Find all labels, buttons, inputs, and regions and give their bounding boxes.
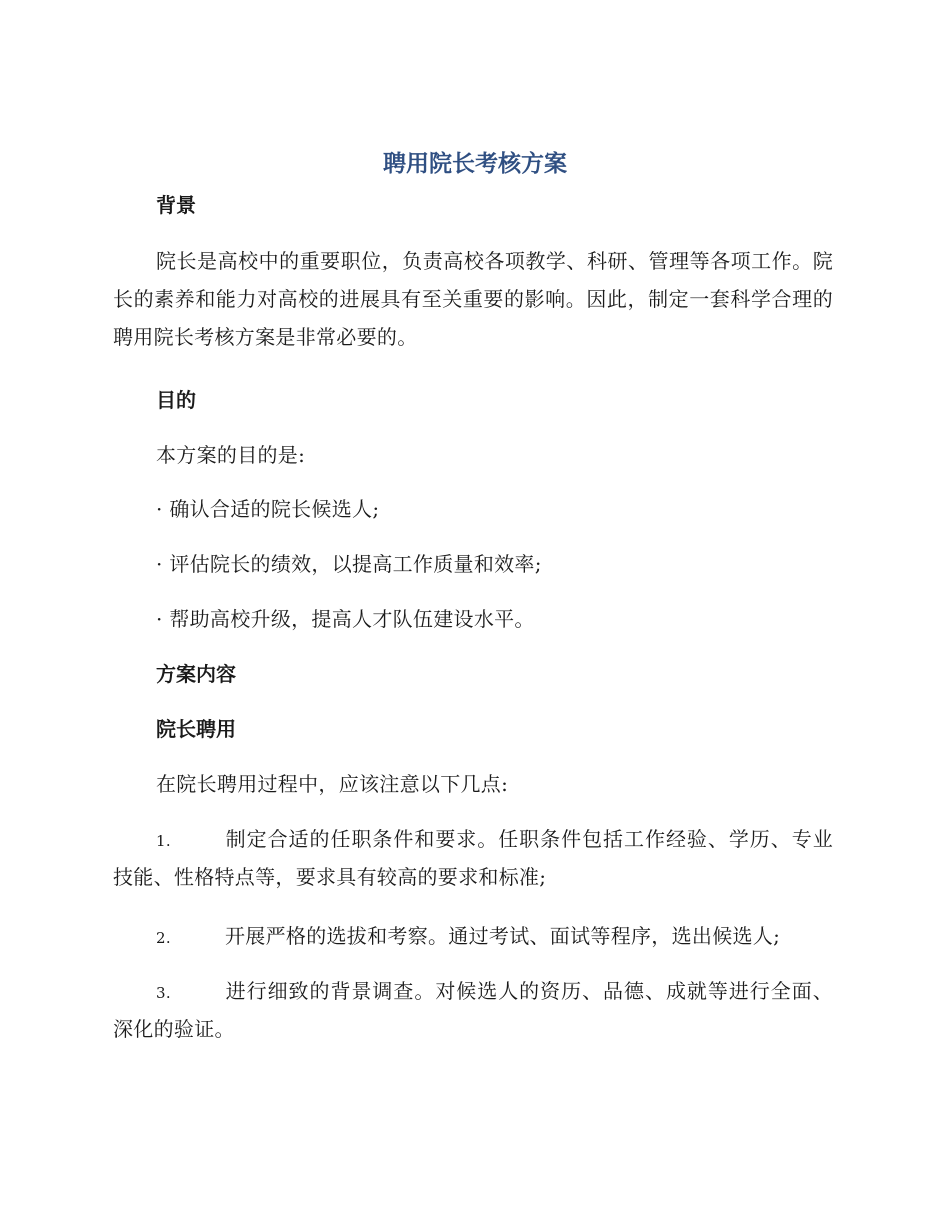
item-number: 2. xyxy=(156,929,171,947)
section-heading-background: 背景 xyxy=(156,193,196,217)
item-text: 进行细致的背景调查。对候选人的资历、品德、成就等进行全面、深化的验证。 xyxy=(113,979,833,1041)
background-paragraph: 院长是高校中的重要职位，负责高校各项教学、科研、管理等各项工作。院长的素养和能力对高校的进展具有至关重要的影响。因此，制定一套科学合理的聘用院长考核方案是非常必要的。 xyxy=(113,249,833,349)
section-heading-purpose: 目的 xyxy=(156,388,196,412)
numbered-item xyxy=(113,821,833,895)
item-text: 开展严格的选拔和考察。通过考试、面试等程序，选出候选人; xyxy=(225,924,781,948)
item-number: 3. xyxy=(156,984,171,1002)
subsection-heading-recruitment: 院长聘用 xyxy=(156,717,236,741)
purpose-bullet: · 评估院长的绩效，以提高工作质量和效率; xyxy=(156,552,542,576)
document-title: 聘用院长考核方案 xyxy=(383,151,567,177)
section-heading-content: 方案内容 xyxy=(156,662,236,686)
item-text: 制定合适的任职条件和要求。任职条件包括工作经验、学历、专业技能、性格特点等，要求具有较高的要求和标准; xyxy=(113,827,833,889)
numbered-item xyxy=(113,918,833,956)
purpose-intro: 本方案的目的是: xyxy=(156,443,306,467)
purpose-bullet: · 确认合适的院长候选人; xyxy=(156,497,380,521)
purpose-bullet: · 帮助高校升级，提高人才队伍建设水平。 xyxy=(156,607,535,631)
item-number: 1. xyxy=(156,832,171,850)
numbered-item xyxy=(113,973,833,1047)
recruitment-intro: 在院长聘用过程中，应该注意以下几点: xyxy=(156,772,509,796)
